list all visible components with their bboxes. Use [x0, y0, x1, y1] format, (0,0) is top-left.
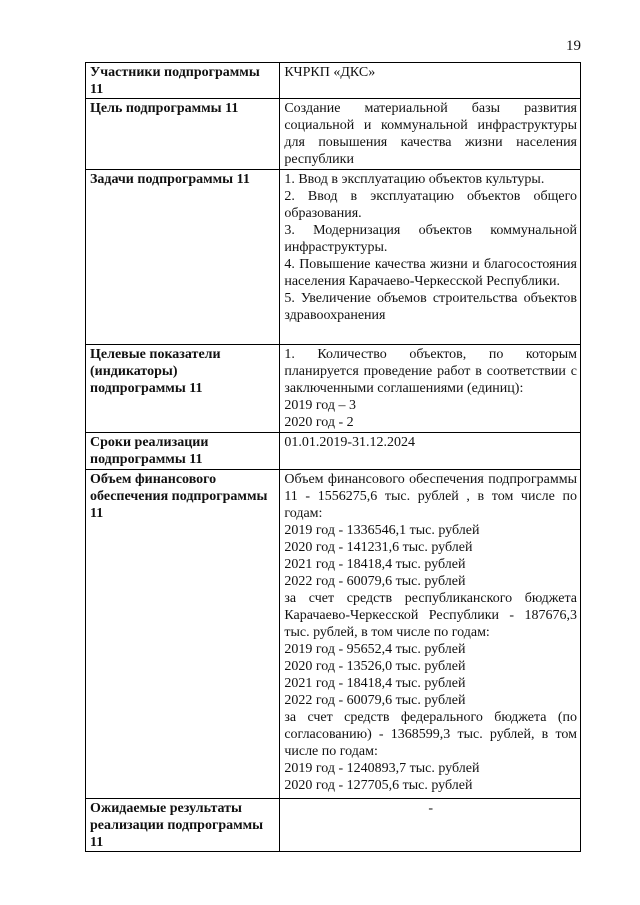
value-line: 1. Ввод в эксплуатацию объектов культуры.: [284, 172, 545, 187]
row-label: Задачи подпрограммы 11: [86, 170, 280, 345]
value-line: 2019 год - 95652,4 тыс. рублей: [284, 642, 466, 657]
table-row: [86, 433, 581, 470]
row-value: [280, 470, 581, 799]
value-line: 2021 год - 18418,4 тыс. рублей: [284, 676, 466, 691]
row-value: [280, 99, 581, 170]
table-row: [86, 99, 581, 170]
table-row: [86, 170, 581, 345]
value-line: 2. Ввод в эксплуатацию объектов общего образования.: [284, 189, 577, 221]
table-row: [86, 63, 581, 99]
row-label: Цель подпрограммы 11: [86, 99, 280, 170]
value-line: 2020 год - 2: [284, 415, 354, 430]
row-value: [280, 799, 581, 852]
row-label: Объем финансового обеспечения подпрограммы 11: [86, 470, 280, 799]
row-value: [280, 170, 581, 345]
value-line: 01.01.2019-31.12.2024: [284, 435, 415, 450]
value-line: 2020 год - 127705,6 тыс. рублей: [284, 778, 473, 793]
value-line: 2020 год - 13526,0 тыс. рублей: [284, 659, 466, 674]
row-value: [280, 345, 581, 433]
row-label: Сроки реализации подпрограммы 11: [86, 433, 280, 470]
row-label: Ожидаемые результаты реализации подпрограммы 11: [86, 799, 280, 852]
value-line: за счет средств федерального бюджета (по согласованию) - 1368599,3 тыс. рублей, в том числе по годам:: [284, 710, 577, 759]
value-line: 2019 год - 1240893,7 тыс. рублей: [284, 761, 480, 776]
value-line: 2019 год – 3: [284, 398, 356, 413]
page-number: 19: [566, 38, 581, 54]
row-value: [280, 433, 581, 470]
value-line: 3. Модернизация объектов коммунальной инфраструктуры.: [284, 223, 577, 255]
row-label: Целевые показатели (индикаторы) подпрограммы 11: [86, 345, 280, 433]
value-line: -: [428, 801, 433, 816]
value-line: КЧРКП «ДКС»: [284, 65, 376, 80]
value-line: за счет средств республиканского бюджета Карачаево-Черкесской Республики - 187676,3 тыс. рублей, в том числе по годам:: [284, 591, 577, 640]
value-line: 1. Количество объектов, по которым планируется проведение работ в соответствии с заключенными соглашениями (единиц):: [284, 347, 577, 396]
value-line: Объем финансового обеспечения подпрограммы 11 - 1556275,6 тыс. рублей , в том числе по годам:: [284, 472, 577, 521]
value-line: 5. Увеличение объемов строительства объектов здравоохранения: [284, 291, 577, 323]
value-line: 2019 год - 1336546,1 тыс. рублей: [284, 523, 480, 538]
value-line: 4. Повышение качества жизни и благосостояния населения Карачаево-Черкесской Республики.: [284, 257, 577, 289]
table-row: [86, 799, 581, 852]
value-line: 2022 год - 60079,6 тыс. рублей: [284, 574, 466, 589]
row-value: [280, 63, 581, 99]
subprogram-passport-table: [85, 62, 581, 852]
table-row: [86, 345, 581, 433]
value-line: 2022 год - 60079,6 тыс. рублей: [284, 693, 466, 708]
row-label: Участники подпрограммы 11: [86, 63, 280, 99]
value-line: Создание материальной базы развития социальной и коммунальной инфраструктуры для повышения качества жизни населения республики: [284, 101, 577, 167]
table-row: [86, 470, 581, 799]
value-line: 2021 год - 18418,4 тыс. рублей: [284, 557, 466, 572]
value-line: 2020 год - 141231,6 тыс. рублей: [284, 540, 473, 555]
